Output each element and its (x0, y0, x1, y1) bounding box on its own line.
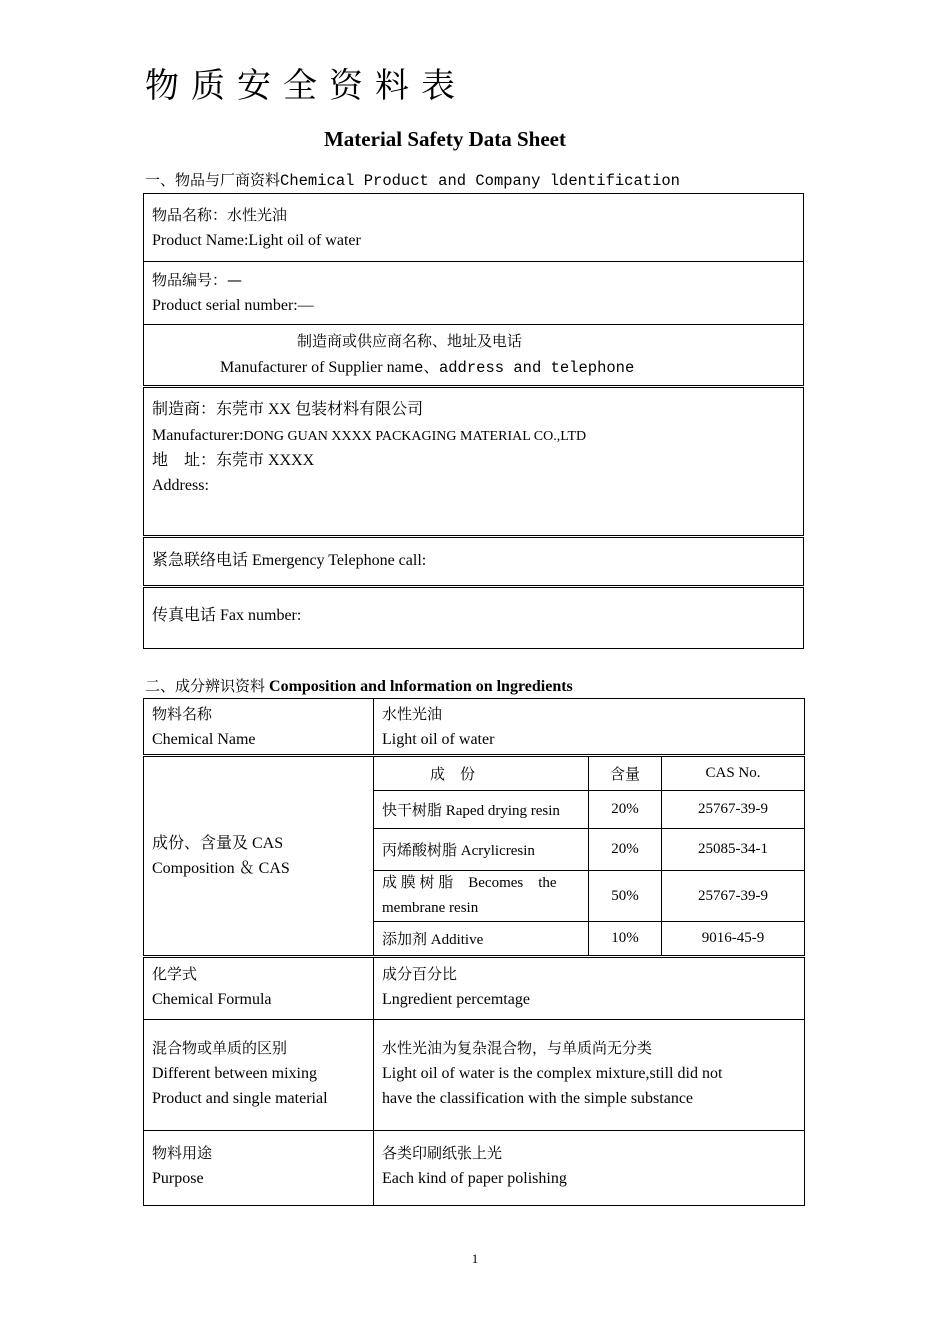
section2-heading (145, 675, 573, 696)
purpose-label-cn: 物料用途 (152, 1144, 213, 1162)
table-row (373, 921, 589, 956)
component-name: 丙烯酸树脂 Acrylicresin (382, 843, 535, 859)
composition-label-cn: 成份、含量及 CAS (152, 835, 284, 852)
manufacturer-en-value: DONG GUAN XXXX PACKAGING MATERIAL CO.,LTD (243, 429, 587, 444)
component-content: 10% (611, 930, 639, 946)
page-title-en: Material Safety Data Sheet (323, 127, 566, 151)
component-cas-cell (661, 870, 805, 922)
page-title-cn: 物质安全资料表 (145, 66, 467, 106)
address-en: Address: (152, 477, 209, 494)
manufacturer-cn: 制造商：东莞市 XX 包装材料有限公司 (152, 401, 424, 418)
formula-label-en: Chemical Formula (152, 991, 272, 1008)
component-content: 20% (611, 841, 639, 857)
comp-header-name-text: 成 份 (430, 765, 476, 783)
serial-en: Product serial number:— (152, 297, 314, 314)
section1-heading (145, 169, 680, 190)
formula-label-cn: 化学式 (152, 965, 198, 983)
comp-header-cas (661, 756, 805, 791)
comp-header-name (373, 756, 589, 791)
mix-label-en-a: Different between mixing (152, 1065, 317, 1082)
table-row (373, 828, 589, 871)
composition-label-en: Composition ＆ CAS (152, 860, 290, 877)
product-name-en: Product Name:Light oil of water (152, 232, 361, 249)
product-name-box (143, 193, 804, 262)
purpose-value-en: Each kind of paper polishing (382, 1170, 567, 1187)
manufacturer-header-en (220, 355, 634, 381)
component-cas: 25767-39-9 (698, 801, 768, 817)
chem-name-label-cell (143, 698, 374, 755)
manufacturer-header-cn: 制造商或供应商名称、地址及电话 (297, 332, 523, 350)
mix-value-en-a: Light oil of water is the complex mixture,still did not (382, 1065, 723, 1082)
comp-header-content (588, 756, 662, 791)
component-name-line1: 成 膜 树 脂 Becomes the (382, 875, 557, 891)
composition-label-cell (143, 756, 374, 956)
component-content-cell (588, 921, 662, 956)
component-cas-cell (661, 828, 805, 871)
manufacturer-header-box (143, 324, 804, 386)
component-cas: 9016-45-9 (701, 930, 765, 946)
manufacturer-box (143, 387, 804, 536)
component-content-cell (588, 870, 662, 922)
chem-name-value-cn: 水性光油 (382, 705, 443, 723)
fax-box (143, 587, 804, 649)
mix-label-cn: 混合物或单质的区别 (152, 1039, 288, 1057)
chem-name-label-cn: 物料名称 (152, 705, 213, 723)
section2-heading-cn: 二、成分辨识资料 (145, 677, 266, 695)
component-content-cell (588, 828, 662, 871)
component-cas-cell (661, 921, 805, 956)
mix-value-en-b: have the classification with the simple substance (382, 1090, 694, 1107)
component-name: 添加剂 Additive (382, 932, 484, 948)
component-cas: 25085-34-1 (698, 841, 768, 857)
comp-header-content-text: 含量 (609, 765, 640, 783)
purpose-value-cn: 各类印刷纸张上光 (382, 1144, 503, 1162)
component-content: 20% (611, 801, 639, 817)
mix-value-cn: 水性光油为复杂混合物，与单质尚无分类 (382, 1039, 653, 1057)
manufacturer-header-en-a: Manufacturer of Supplier nam (220, 359, 415, 376)
mix-label-en-b: Product and single material (152, 1090, 328, 1107)
table-row (373, 790, 589, 829)
emergency-text: 紧急联络电话 Emergency Telephone call: (152, 552, 427, 569)
section2-heading-en: Composition and lnformation on lngredients (269, 678, 573, 695)
component-content: 50% (611, 887, 639, 904)
formula-value-cn: 成分百分比 (382, 965, 458, 983)
formula-value-en: Lngredient percemtage (382, 991, 530, 1008)
formula-value-cell (373, 957, 805, 1020)
formula-label-cell (143, 957, 374, 1020)
fax-text: 传真电话 Fax number: (152, 607, 302, 624)
page-number: 1 (471, 1251, 479, 1266)
mix-label-cell (143, 1019, 374, 1131)
manufacturer-header-en-b: e、address and telephone (414, 359, 635, 377)
chem-name-value-en: Light oil of water (382, 731, 495, 748)
chem-name-label-en: Chemical Name (152, 731, 256, 748)
component-cas: 25767-39-9 (698, 887, 768, 904)
purpose-label-en: Purpose (152, 1170, 204, 1187)
comp-header-cas-text: CAS No. (705, 765, 761, 781)
section1-heading-en: Chemical Product and Company ldentification (280, 172, 680, 190)
purpose-value-cell (373, 1130, 805, 1206)
table-row (373, 870, 589, 922)
section1-heading-cn: 一、物品与厂商资料 (145, 171, 281, 189)
manufacturer-en-label: Manufacturer: (152, 427, 244, 444)
component-content-cell (588, 790, 662, 829)
address-cn: 地 址：东莞市 XXXX (152, 452, 315, 469)
serial-box (143, 261, 804, 325)
component-cas-cell (661, 790, 805, 829)
component-name: 快干树脂 Raped drying resin (382, 803, 560, 819)
purpose-label-cell (143, 1130, 374, 1206)
mix-value-cell (373, 1019, 805, 1131)
chem-name-value-cell (373, 698, 805, 755)
serial-cn: 物品编号：— (152, 271, 243, 289)
manufacturer-en (152, 423, 586, 449)
emergency-box (143, 537, 804, 586)
product-name-cn: 物品名称：水性光油 (152, 206, 288, 224)
component-name-line2: membrane resin (382, 900, 479, 916)
